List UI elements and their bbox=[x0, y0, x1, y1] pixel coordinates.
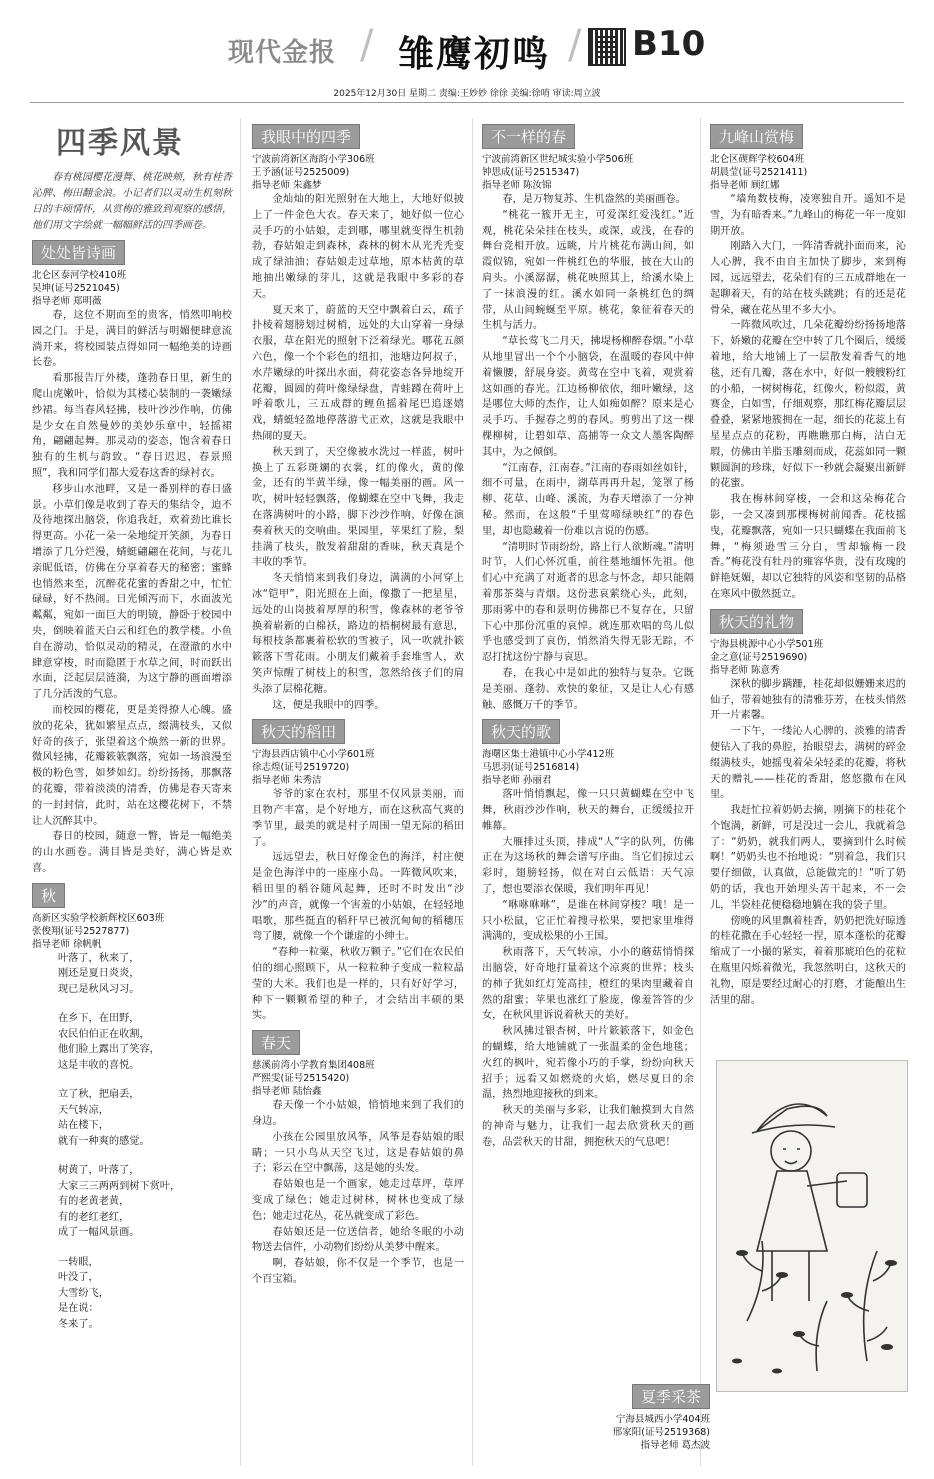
poem-line: 刚还是夏日炎炎， bbox=[58, 968, 140, 980]
author: 胡晨莹(证号2521411) bbox=[710, 167, 808, 178]
author: 张俊翔(证号2527877) bbox=[32, 925, 130, 937]
paragraph: 春姑娘还是一位送信者，她给冬眠的小动物送去信件，小动物们纷纷从美梦中醒来。 bbox=[252, 1226, 464, 1254]
paragraph: 冬天悄悄来到我们身边，满满的小河穿上冰“铠甲”，阳光照在上面，像撒了一把星星，远处的山岗披着厚厚的积雪，像森林的老爷爷换着崭新的白棉袄，路边的梧桐树最有意思，每根枝条都裹着松软的雪被子，风一吹就扑簌簌落下雪花雨。小朋友们戴着手套堆雪人，欢笑声惊醒了树枝上的积雪，忽然给孩子们的肩头添了层棉花糖。 bbox=[252, 573, 464, 695]
article-title: 不一样的春 bbox=[482, 124, 575, 149]
teacher: 指导老师 陈意秀 bbox=[710, 664, 780, 676]
article-title: 秋 bbox=[32, 883, 65, 908]
author: 严熙雯(证号2515420) bbox=[252, 1073, 350, 1085]
poem-line: 是在说： bbox=[58, 1303, 99, 1315]
paragraph: 爷爷的家在农村，那里不仅风景美丽，而且物产丰富，是个好地方，而在这秋高气爽的季节里，最美的就是村子周围一望无际的稻田了。 bbox=[252, 789, 464, 848]
column-divider bbox=[700, 118, 701, 1466]
paragraph: “墙角数枝梅，凌寒独自开。遥知不是雪，为有暗香来。”九峰山的梅花一年一度如期开放。 bbox=[710, 194, 906, 237]
newspaper-brand: 现代金报 bbox=[228, 38, 337, 68]
poem-line: 农民伯伯正在收割， bbox=[58, 1028, 150, 1040]
teacher: 指导老师 徐帆帆 bbox=[32, 938, 102, 950]
author: 马思羽(证号2516814) bbox=[482, 762, 580, 774]
article-liwu bbox=[710, 603, 906, 1009]
paragraph: 秋天的美丽与多彩，让我们触摸到大自然的神奇与魅力，让我们一起去欣赏秋天的画卷，品尝秋天的甘甜，拥抱秋天的气息吧！ bbox=[482, 1105, 694, 1148]
poem-line: 冬来了。 bbox=[58, 1318, 99, 1330]
paragraph: “咻咻咻咻”，是谁在林间穿梭？哦！是一只小松鼠，它正忙着搜寻松果，要把家里堆得满满的，变成松果的小王国。 bbox=[482, 899, 694, 943]
poem-stanza bbox=[32, 951, 232, 998]
school: 宁波前湾新区世纪城实验小学506班 bbox=[482, 154, 634, 165]
school: 宁海县西店镇中心小学601班 bbox=[252, 749, 375, 761]
article-shangmei bbox=[710, 118, 906, 603]
poem-line: 有的老红老红， bbox=[58, 1211, 130, 1223]
column-title: 雏鹰初鸣 bbox=[398, 34, 551, 75]
poem-line: 就有一种爽的感觉。 bbox=[58, 1135, 150, 1147]
paragraph: “草长莺飞二月天，拂堤杨柳醉春烟。”小草从地里冒出一个个小脑袋，在温暖的春风中伸着懒腰，舒展身姿。黄莺在空中飞着，观赏着这如画的春光。江边杨柳依依，细叶嫩绿，这是哪位大师的杰作，让人如痴如醉？原来是心灵手巧、手握春之剪的春风。剪剪出了这一棵棵柳树，让碧如草、高捕等一众文人墨客陶醉其中，为之倾倒。 bbox=[482, 336, 694, 458]
school: 北仑区泰河学校410班 bbox=[32, 270, 127, 281]
school: 海曙区集士港镇中心小学412班 bbox=[482, 749, 615, 761]
paragraph: 傍晚的风里飘着桂香，奶奶把洗好晾透的桂花撒在手心轻轻一捏，原本蓬松的花瓣缩成了一小撮的紧实，着着那琥珀色的花粒在瓶里闪烁着微光，我忽然明白，这秋天的礼物，原是要经过耐心的打磨，才能酿出生活里的甜。 bbox=[710, 915, 906, 1006]
school: 宁波前湾新区海韵小学306班 bbox=[252, 154, 375, 165]
school: 宁海县城西小学404班 bbox=[615, 1414, 710, 1425]
teacher: 指导老师 葛杰波 bbox=[640, 1440, 710, 1451]
paragraph: 金灿灿的阳光照射在大地上，大地好似披上了一件金色大衣。春天来了，她好似一位心灵手巧的小姑娘，走到哪，哪里就变得生机勃勃，春姑娘走到森林，森林的树木从光秃秃变成了绿油油；春姑娘走过草地，原本枯黄的草地抽出嫩绿的芽儿，这就是我眼中多彩的春天。 bbox=[252, 194, 464, 300]
poem-line: 他们脸上露出了笑容， bbox=[58, 1044, 160, 1056]
paragraph: “江南春，江南春。”江南的春雨如丝如针，细不可量，在雨中，湖草再再升起，笼罩了杨柳、花草、山峰、溪流，为春天增添了一分神秘。然而，在这般“千里莺啼绿映红”的春色里，却也隐藏着一份难以言说的伤感。 bbox=[482, 462, 694, 537]
section-logo: 四季风景 bbox=[56, 126, 184, 161]
paragraph: 秋天到了，天空像被水洗过一样蓝，树叶换上了五彩斑斓的衣裳，红的像火，黄的像金，还有的半黄半绿，像一幅美丽的画。风一吹，树叶轻轻飘落，像蝴蝶在空中飞舞，我走在落满树叶的小路，脚下沙沙作响，好像在演奏着秋天的交响曲。果园里，苹果红了脸，梨挂满了枝头，散发着甜甜的香味，秋天真是个丰收的季节。 bbox=[252, 446, 464, 569]
drawing-caption bbox=[592, 1378, 710, 1452]
paragraph: 我在梅林间穿梭，一会和这朵梅花合影，一会又凑到那棵梅树前闻香。花枝摇曳，花瓣飘落，宛如一只只蝴蝶在我面前飞舞，“梅须逊雪三分白，雪却输梅一段香。”梅花没有牡丹的雍容华贵，没有玫瑰的鲜艳妩媚，却以它独特的风姿和坚韧的品格在寒风中傲然挺立。 bbox=[710, 494, 906, 600]
poem-line: 大雪纷飞， bbox=[58, 1287, 109, 1299]
poem-line: 树黄了，叶落了， bbox=[58, 1165, 140, 1177]
article-title: 九峰山赏梅 bbox=[710, 124, 803, 149]
school: 高新区实验学校新辉校区603班 bbox=[32, 912, 165, 924]
poem-stanza bbox=[32, 1087, 232, 1149]
paragraph: “春种一粒粟，秋收万颗子。”它们在农民伯伯的细心照顾下，从一粒粒种子变成一粒粒晶莹的大米。我们也是一样的，只有好好学习，种下一颗颗希望的种子，才会结出丰硕的果实。 bbox=[252, 947, 464, 1022]
paragraph: 远远望去，秋日好像金色的海洋，村庄便是金色海洋中的一座座小岛。一阵微风吹来，稻田里的稻谷随风起舞，还时不时发出“沙沙”的声音，就像一个害羞的小姑娘，在轻轻地唱歌，那些挺直的稻秆早已被沉甸甸的稻穗压弯了腰，就像一个个谦虚的小绅士。 bbox=[252, 852, 464, 943]
author: 钟思成(证号2515347) bbox=[482, 167, 580, 178]
article-title: 秋天的稻田 bbox=[252, 719, 345, 744]
paragraph: 春姑娘也是一个画家，她走过草坪，草坪变成了绿色；她走过树林，树林也变成了绿色；她走过花丛，花丛就变成了彩色。 bbox=[252, 1179, 464, 1222]
column-3 bbox=[482, 118, 694, 1151]
article-buyiyang bbox=[482, 118, 694, 713]
article-title: 我眼中的四季 bbox=[252, 124, 360, 149]
paragraph: 秋风拂过银杏树，叶片簌簌落下，如金色的蝴蝶，给大地铺就了一张温柔的金色地毯；火红的枫叶，宛若像小巧的手掌，纷纷向秋天招手；远看又如燃烧的火焰，燃尽夏日的余温，热烈地迎接秋的到来。 bbox=[482, 1026, 694, 1101]
slash-divider: / bbox=[568, 22, 582, 68]
paragraph: 移步山水池畔，又是一番别样的春日盛景。小草们像是收到了春天的集结令，迫不及待地探出脑袋，你追我赶，欢着劲比谁长得更高。小花一朵一朵地绽开笑颜，为春日增添了几分烂漫，蜻蜓翩翩在花间，与花儿亲昵低语，仿佛在分享着春天的秘密；蜜蜂也悄然来至，沉醉花花蜜的香甜之中，忙忙碌碌，好不热闹。日光倾泻而下，水面波光粼粼，宛如一面巨大的明镜，静卧于校园中央，倒映着蓝天白云和红色的教学楼。小鱼自在游动，恰似灵动的精灵，在澄澈的水中肆意穿梭，时而隐匿于水草之间，时而跃出水面，泛起层层涟漪，为这宁静的画面增添了几分活泼的气息。 bbox=[32, 483, 232, 701]
school: 慈溪前湾小学教育集团408班 bbox=[252, 1060, 375, 1072]
poem-stanza bbox=[32, 1163, 232, 1241]
paragraph: 春天像一个小姑娘，悄悄地来到了我们的身边。 bbox=[252, 1100, 464, 1128]
paragraph: 夏天来了，蔚蓝的天空中飘着白云，疏子扑棱着翅膀划过树梢，远处的大山穿着一身绿衣服，草在阳光的照射下泛着绿光。哪花五颜六色，像一个个彩色的纽扣，池塘边阿叔子，水芹嫩绿的叶探出水面，荷花姿态各异地绽开花瓣，圆圆的荷叶像绿绿盘，青蛙蹲在荷叶上呼着歌儿，三五成群的鲤鱼摇着尾巴追逐嬉戏，蜻蜓轻盈地停落游弋正欢，这就是我眼中热闹的夏天。 bbox=[252, 304, 464, 442]
poem-line: 一转眼， bbox=[58, 1256, 99, 1268]
poem-line: 叶落了，秋来了， bbox=[58, 952, 140, 964]
paragraph: “桃花一簇开无主，可爱深红爱浅红。”近观，桃花朵朵挂在枝头，或深，或浅，在春的舞台竞相开放。远眺，片片桃花布满山间，如霞似锦，宛如一件桃红色的华服，披在大山的肩头。小溪潺潺，桃花映照其上，给溪水染上了一抹浪漫的红。溪水如同一条桃红色的绸带，从山间蜿蜒至平原。桃花，象征着春天的生机与活力。 bbox=[482, 209, 694, 332]
poem-line: 现已是秋风习习。 bbox=[58, 983, 140, 995]
article-title: 秋天的歌 bbox=[482, 719, 560, 744]
poem-line: 站在楼下， bbox=[58, 1120, 109, 1132]
paragraph: 落叶悄悄飘起，像一只只黄蝴蝶在空中飞舞，秋雨沙沙作响，秋天的舞台，正缓缓拉开帷幕。 bbox=[482, 789, 694, 832]
child-drawing bbox=[717, 1061, 907, 1391]
paragraph: 啊，春姑娘，你不仅是一个季节，也是一个百宝箱。 bbox=[252, 1258, 464, 1286]
header-rule bbox=[30, 102, 904, 103]
column-divider bbox=[472, 118, 473, 1466]
paragraph: 而校园的樱花，更是美得撩人心魄。盛放的花朵，犹如繁星点点，缀满枝头，又似好奇的孩子，张望着这个焕然一新的世界。微风轻拂，花瓣簌簌飘落，宛如一场浪漫至极的粉色雪，如梦如幻。纷纷扬扬，那飘落的花瓣，带着淡淡的清香，仿佛是春天寄来的一封封信，此时，站在这樱花树下，不禁让人沉醉其中。 bbox=[32, 704, 232, 827]
poem-line: 有的老黄老黄， bbox=[58, 1196, 130, 1208]
paragraph: 秋雨落下，天气转凉，小小的蘑菇悄悄探出脑袋，好奇地打量着这个凉爽的世界；枝头的柿子犹如红灯笼高挂，橙红的果肉里藏着自然的甜蜜；苹果也涨红了脸庞，像羞答答的少女，在秋风里诉说着秋天的美好。 bbox=[482, 947, 694, 1022]
poem-stanza bbox=[32, 1255, 232, 1333]
article-chuntian bbox=[252, 1024, 464, 1288]
column-2 bbox=[252, 118, 464, 1288]
paragraph: 这，便是我眼中的四季。 bbox=[272, 699, 385, 711]
drawing-tea-picking bbox=[716, 1060, 908, 1392]
column-divider bbox=[240, 118, 241, 1466]
article-title: 秋天的礼物 bbox=[710, 609, 803, 634]
masthead bbox=[0, 18, 934, 78]
teacher: 指导老师 郑明薇 bbox=[32, 296, 102, 307]
paragraph: 刚踏入大门，一阵清香就扑面而来，沁人心脾，我不由自主加快了脚步，来到梅园，远远望去，花朵们有的三五成群地在一起聊着天，有的站在枝头跳跳；有的还是花骨朵，藏在花丛里不多大小。 bbox=[710, 241, 906, 316]
paragraph: 一下午，一缕沁人心脾的、淡雅的清香便钻入了我的鼻腔，抬眼望去，满树的碎金缀满枝头，她摇曳着朵朵轻柔的花瓣，将秋天的赠礼——桂花的香甜，悠悠撒布在风里。 bbox=[710, 726, 906, 801]
qr-code-icon bbox=[588, 28, 626, 66]
edition-credits: 2025年12月30日 星期二 责编:王妙妙 徐徐 美编:徐哨 审读:周立波 bbox=[333, 89, 601, 99]
author: 徐志煌(证号2519720) bbox=[252, 762, 350, 774]
poem-line: 立了秋，把扇丢， bbox=[58, 1089, 140, 1101]
article-qiu bbox=[32, 877, 232, 1333]
article-qiutiandege bbox=[482, 713, 694, 1150]
school: 宁海县桃源中心小学501班 bbox=[710, 638, 824, 650]
paragraph: 我赶忙拉着奶奶去摘，刚摘下的桂花个个饱满，新鲜，可是没过一会儿，我就着急了：“奶奶，就我们两人，要摘到什么时候啊！”奶奶头也不抬地说：“别着急，我们只要仔细做，认真做，总能做完的！”听了奶奶的话，我也开始埋头苦干起来，不一会儿，半袋桂花便稳稳地躺在我的袋子里。 bbox=[710, 805, 906, 911]
slash-divider: / bbox=[360, 22, 374, 68]
paragraph: 春，在我心中是如此的独特与复杂。它既是美丽、蓬勃、欢快的象征，又是让人心有感触、感慨万千的季节。 bbox=[482, 667, 694, 711]
paragraph: 春，是万物复苏、生机盎然的美丽画卷。 bbox=[502, 194, 686, 205]
author: 吴坤(证号2521045) bbox=[32, 283, 120, 294]
page-number: B10 bbox=[632, 24, 706, 64]
article-title: 处处皆诗画 bbox=[32, 240, 125, 265]
article-daotian bbox=[252, 713, 464, 1024]
article-title: 春天 bbox=[252, 1030, 300, 1055]
article-sijiji bbox=[252, 118, 464, 713]
paragraph: 深秋的脚步蹒跚，桂花却似姗姗来迟的仙子，带着她独有的清雅芬芳，在枝头悄然开一片素馨。 bbox=[710, 678, 906, 722]
teacher: 指导老师 朱鑫梦 bbox=[252, 180, 322, 191]
poem-stanza bbox=[32, 1011, 232, 1073]
teacher: 指导老师 陈汝锦 bbox=[482, 180, 552, 191]
article-title: 夏季采茶 bbox=[632, 1384, 710, 1409]
poem-line: 在乡下，在田野， bbox=[58, 1013, 140, 1025]
poem-line: 叶没了， bbox=[58, 1272, 99, 1284]
poem-line: 成了一幅风景画。 bbox=[58, 1227, 140, 1239]
author: 金之意(证号2519690) bbox=[710, 651, 808, 663]
poem-line: 大家三三两两到树下赏叶， bbox=[58, 1180, 181, 1192]
column-1 bbox=[32, 118, 232, 1346]
paragraph: 大雁排过头顶，排成“人”字的队列，仿佛正在为这场秋的舞会谱写序曲。当它们掠过云彩时，翅膀轻扬，似在对白云低语：天气凉了，想也要添衣保暖，我们明年再见！ bbox=[482, 836, 694, 896]
paragraph: “清明时节雨纷纷，路上行人欲断魂。”清明时节，人们心怀沉重，前往墓地缅怀先祖。他们心中充满了对逝者的思念与怀念，却只能隔着那茶葵与青烟。这份悲哀萦绕心头，此刻，那雨雾中的春和景明仿佛都已不复存在，只留下心中那份沉重的哀悼。就连那欢唱的鸟儿似乎也感受到了哀伤，悄然消失得无影无踪，不忍打扰这份宁静与哀思。 bbox=[482, 541, 694, 664]
paragraph: 一阵微风吹过，几朵花瓣纷纷扬扬地落下，娇嫩的花瓣在空中转了几个圈后，缓缓着地，给大地铺上了一层散发着香气的地毯，还有几瓣，落在水中，好似一艘艘粉红的小船，一树树梅花，红像火，粉似霞，黄赛金，白如雪，仔细观察，那红梅花瓣层层叠叠，紧紧地簇拥在一起，细长的花蕊上有星星点点的花粉，再瞧瞧那白梅，洁白无瑕，仿佛由羊脂玉雕刻而成，花蕊如同一颗颗圆润的珍珠，好似下一秒就会凝聚出新鲜的花蜜。 bbox=[710, 320, 906, 490]
article-chuchu bbox=[32, 234, 232, 877]
poem-line: 这是丰收的喜悦。 bbox=[58, 1059, 140, 1071]
author: 王予涵(证号2525009) bbox=[252, 167, 350, 178]
column-4 bbox=[710, 118, 906, 1008]
teacher: 指导老师 顾红娜 bbox=[710, 180, 780, 191]
teacher: 指导老师 孙丽君 bbox=[482, 775, 552, 787]
author: 邢家阳(证号2519368) bbox=[612, 1427, 710, 1438]
paragraph: 春，这位不期而至的贵客，悄然叩响校园之门。于是，满目的鲜活与明媚便肆意流淌开来，将校园装点得如同一幅绝美的诗画长卷。 bbox=[32, 310, 232, 369]
teacher: 指导老师 陆怡鑫 bbox=[252, 1086, 322, 1098]
poem-line: 天气转凉， bbox=[58, 1104, 109, 1116]
intro-text: 春有桃园樱花漫舞、桃花映颊，秋有桂香沁脾、梅田翻金浪。小记者们以灵动生机刻秋日的丰硕情怀，从赏梅的雅致到观察的感悟，他们用文字绘就一幅幅鲜活的四季画卷。 bbox=[32, 172, 232, 231]
school: 北仑区碶辉学校604班 bbox=[710, 154, 805, 165]
teacher: 指导老师 朱秀洁 bbox=[252, 775, 322, 787]
paragraph: 看那报告厅外楼，蓬勃春日里，新生的爬山虎嫩叶，恰似为其楼心装制的一袭嫩绿纱裙。每当春风轻拂，枝叶沙沙作响，仿佛是少女在自然曼妙的美妙乐章中，轻摇裙角，翩翩起舞。那灵动的姿态，饱含着春日独有的生机与韵致。“春日迟迟，春景照照”，我和同学们都大爱春这香的绿衬衣。 bbox=[32, 373, 232, 479]
paragraph: 小孩在公园里放风筝，风筝是春姑娘的眼睛；一只小鸟从天空飞过，这是春姑娘的鼻子；彩云在空中飘荡，这是她的头发。 bbox=[252, 1131, 464, 1175]
paragraph: 春日的校园，随意一瞥，皆是一幅绝美的山水画卷。满目皆是美好，满心皆是欢喜。 bbox=[32, 831, 232, 874]
